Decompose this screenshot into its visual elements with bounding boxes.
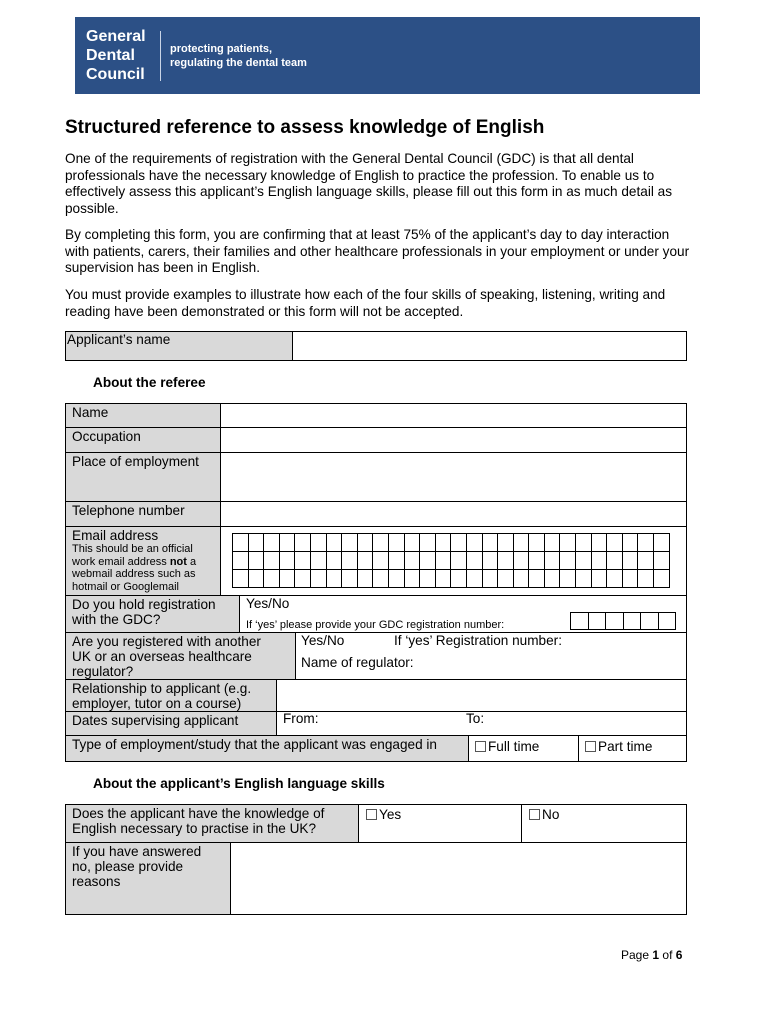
email-character-box[interactable] bbox=[575, 551, 592, 570]
gdc-yes-no[interactable]: Yes/No bbox=[246, 596, 290, 611]
referee-heading: About the referee bbox=[93, 375, 206, 390]
email-character-box[interactable] bbox=[591, 569, 608, 588]
gdc-number-box[interactable] bbox=[570, 612, 589, 630]
email-character-box[interactable] bbox=[232, 569, 249, 588]
yes-label: Yes bbox=[379, 807, 402, 822]
logo-divider bbox=[160, 31, 161, 81]
email-character-box[interactable] bbox=[528, 569, 545, 588]
gdc-label-line-2: with the GDC? bbox=[72, 612, 161, 627]
email-character-box[interactable] bbox=[450, 551, 467, 570]
email-character-box[interactable] bbox=[294, 551, 311, 570]
email-character-box[interactable] bbox=[435, 569, 452, 588]
email-character-box[interactable] bbox=[450, 533, 467, 552]
relationship-line-2: employer, tutor on a course) bbox=[72, 696, 242, 711]
email-character-box[interactable] bbox=[248, 569, 265, 588]
telephone-field[interactable] bbox=[220, 501, 687, 527]
applicant-name-field[interactable] bbox=[292, 331, 687, 361]
email-character-box[interactable] bbox=[248, 551, 265, 570]
page-number bbox=[621, 948, 682, 962]
email-character-box[interactable] bbox=[232, 533, 249, 552]
of-word: of bbox=[662, 948, 673, 962]
email-character-box[interactable] bbox=[419, 551, 436, 570]
relationship-label bbox=[65, 679, 277, 712]
email-character-box[interactable] bbox=[637, 533, 654, 552]
email-note-not: not bbox=[169, 555, 187, 568]
email-character-box[interactable] bbox=[497, 569, 514, 588]
gdc-number-box[interactable] bbox=[605, 612, 624, 630]
gdc-registration-label bbox=[65, 595, 240, 633]
relationship-field[interactable] bbox=[276, 679, 687, 712]
applicant-name-label: Applicant’s name bbox=[65, 331, 293, 361]
email-character-box[interactable] bbox=[606, 551, 623, 570]
email-character-box[interactable] bbox=[341, 533, 358, 552]
email-character-box[interactable] bbox=[326, 533, 343, 552]
reasons-line-2: no, please provide bbox=[72, 859, 184, 874]
other-reg-line-2: UK or an overseas healthcare bbox=[72, 649, 252, 664]
email-character-box[interactable] bbox=[232, 551, 249, 570]
employment-type-label: Type of employment/study that the applicant was engaged in bbox=[65, 735, 469, 762]
email-character-box[interactable] bbox=[419, 533, 436, 552]
email-character-box[interactable] bbox=[559, 569, 576, 588]
email-character-box[interactable] bbox=[388, 569, 405, 588]
page-word: Page bbox=[621, 948, 650, 962]
part-time-checkbox[interactable] bbox=[585, 741, 596, 752]
email-character-box[interactable] bbox=[513, 533, 530, 552]
other-reg-line-1: Are you registered with another bbox=[72, 634, 261, 649]
email-character-box[interactable] bbox=[575, 569, 592, 588]
email-character-box[interactable] bbox=[372, 569, 389, 588]
relationship-line-1: Relationship to applicant (e.g. bbox=[72, 681, 252, 696]
email-character-box[interactable] bbox=[372, 533, 389, 552]
email-character-box[interactable] bbox=[263, 551, 280, 570]
email-character-box[interactable] bbox=[326, 551, 343, 570]
to-label[interactable]: To: bbox=[466, 711, 485, 726]
logo-line-general: General bbox=[86, 28, 146, 45]
email-character-box[interactable] bbox=[637, 551, 654, 570]
email-character-box[interactable] bbox=[575, 533, 592, 552]
email-character-box[interactable] bbox=[482, 551, 499, 570]
email-character-box[interactable] bbox=[357, 533, 374, 552]
email-note-1: This should be an official bbox=[72, 543, 193, 555]
no-label: No bbox=[542, 807, 560, 822]
email-character-box[interactable] bbox=[466, 551, 483, 570]
email-character-box[interactable] bbox=[372, 551, 389, 570]
gdc-number-box[interactable] bbox=[588, 612, 607, 630]
gdc-number-box[interactable] bbox=[623, 612, 642, 630]
tagline bbox=[170, 42, 307, 70]
email-character-box[interactable] bbox=[591, 551, 608, 570]
email-character-box[interactable] bbox=[653, 533, 670, 552]
email-character-box[interactable] bbox=[388, 551, 405, 570]
email-character-box[interactable] bbox=[341, 569, 358, 588]
email-character-box[interactable] bbox=[513, 569, 530, 588]
gdc-logo bbox=[86, 27, 146, 84]
reasons-label bbox=[65, 842, 231, 915]
other-reg-number-label: If ‘yes’ Registration number: bbox=[394, 633, 562, 648]
gdc-number-note: If ‘yes’ please provide your GDC registration number: bbox=[246, 619, 505, 631]
email-note-2 bbox=[72, 556, 214, 569]
tagline-line-2: regulating the dental team bbox=[170, 57, 307, 69]
email-character-box[interactable] bbox=[622, 551, 639, 570]
email-character-box[interactable] bbox=[591, 533, 608, 552]
email-character-box[interactable] bbox=[497, 551, 514, 570]
email-character-box[interactable] bbox=[279, 569, 296, 588]
email-character-box[interactable] bbox=[450, 569, 467, 588]
part-time-option[interactable] bbox=[585, 739, 652, 754]
email-character-box[interactable] bbox=[248, 533, 265, 552]
email-label: Email address bbox=[72, 528, 159, 543]
email-character-box[interactable] bbox=[466, 533, 483, 552]
place-of-employment-field[interactable] bbox=[220, 452, 687, 502]
part-time-label: Part time bbox=[598, 739, 653, 754]
email-character-box[interactable] bbox=[544, 569, 561, 588]
page-title: Structured reference to assess knowledge of English bbox=[65, 117, 545, 138]
intro-paragraph-2: By completing this form, you are confirming that at least 75% of the applicant’s day to day interaction with patients, carers, their families and other healthcare professionals in your employment or under your supervision has been in English. bbox=[65, 227, 690, 276]
other-reg-line-3: regulator? bbox=[72, 664, 134, 679]
email-character-box[interactable] bbox=[357, 551, 374, 570]
full-time-option[interactable] bbox=[475, 739, 539, 754]
referee-name-field[interactable] bbox=[220, 403, 687, 428]
email-character-box[interactable] bbox=[622, 569, 639, 588]
question-line-2: English necessary to practise in the UK? bbox=[72, 821, 317, 836]
full-time-label: Full time bbox=[488, 739, 540, 754]
occupation-label: Occupation bbox=[65, 427, 221, 453]
email-character-box[interactable] bbox=[263, 533, 280, 552]
reasons-line-3: reasons bbox=[72, 874, 121, 889]
email-character-box[interactable] bbox=[466, 569, 483, 588]
email-character-box[interactable] bbox=[404, 551, 421, 570]
email-character-box[interactable] bbox=[497, 533, 514, 552]
gdc-label-line-1: Do you hold registration bbox=[72, 597, 216, 612]
yes-checkbox[interactable] bbox=[366, 809, 377, 820]
email-character-box[interactable] bbox=[357, 569, 374, 588]
email-character-box[interactable] bbox=[435, 533, 452, 552]
email-note-3: webmail address such as bbox=[72, 568, 196, 581]
email-note-4: hotmail or Googlemail bbox=[72, 580, 179, 593]
email-character-box[interactable] bbox=[294, 533, 311, 552]
email-character-box[interactable] bbox=[606, 533, 623, 552]
email-character-box[interactable] bbox=[310, 551, 327, 570]
gdc-number-box[interactable] bbox=[658, 612, 677, 630]
email-character-box[interactable] bbox=[606, 569, 623, 588]
no-option[interactable] bbox=[529, 807, 559, 822]
regulator-name-label: Name of regulator: bbox=[301, 655, 414, 670]
gdc-number-box[interactable] bbox=[640, 612, 659, 630]
email-character-box[interactable] bbox=[310, 533, 327, 552]
skills-heading: About the applicant’s English language skills bbox=[93, 776, 385, 791]
email-character-box[interactable] bbox=[544, 551, 561, 570]
email-character-box[interactable] bbox=[528, 551, 545, 570]
email-character-box[interactable] bbox=[653, 569, 670, 588]
logo-line-council: Council bbox=[86, 66, 145, 83]
email-character-box[interactable] bbox=[404, 569, 421, 588]
reasons-line-1: If you have answered bbox=[72, 844, 202, 859]
other-regulator-label bbox=[65, 632, 296, 680]
email-character-box[interactable] bbox=[310, 569, 327, 588]
email-character-box[interactable] bbox=[388, 533, 405, 552]
intro-paragraph-1: One of the requirements of registration with the General Dental Council (GDC) is that all dental professionals have the necessary knowledge of English to practice the profession. To enable us to effectively assess this applicant’s English language skills, please fill out this form in as much detail as possible. bbox=[65, 151, 672, 217]
email-character-box[interactable] bbox=[637, 569, 654, 588]
email-note-2a: work email address bbox=[72, 555, 170, 568]
email-character-box[interactable] bbox=[653, 551, 670, 570]
email-character-box[interactable] bbox=[263, 569, 280, 588]
tagline-line-1: protecting patients, bbox=[170, 43, 273, 55]
place-of-employment-label: Place of employment bbox=[65, 452, 221, 502]
referee-name-label: Name bbox=[65, 403, 221, 428]
other-reg-yes-no[interactable]: Yes/No bbox=[301, 633, 345, 648]
email-character-box[interactable] bbox=[622, 533, 639, 552]
gdc-number-grid[interactable] bbox=[571, 613, 676, 630]
email-character-box[interactable] bbox=[326, 569, 343, 588]
email-character-box[interactable] bbox=[419, 569, 436, 588]
page-total: 6 bbox=[675, 948, 683, 962]
email-note-2c: a bbox=[186, 555, 197, 568]
email-character-box[interactable] bbox=[279, 533, 296, 552]
from-label[interactable]: From: bbox=[283, 711, 319, 726]
email-character-grid[interactable] bbox=[233, 534, 670, 588]
email-character-box[interactable] bbox=[559, 533, 576, 552]
email-character-box[interactable] bbox=[279, 551, 296, 570]
header-banner bbox=[75, 17, 700, 94]
email-character-box[interactable] bbox=[559, 551, 576, 570]
email-character-box[interactable] bbox=[482, 569, 499, 588]
occupation-field[interactable] bbox=[220, 427, 687, 453]
knowledge-question bbox=[65, 804, 359, 843]
email-character-box[interactable] bbox=[544, 533, 561, 552]
logo-line-dental: Dental bbox=[86, 47, 135, 64]
email-character-box[interactable] bbox=[435, 551, 452, 570]
dates-supervising-label: Dates supervising applicant bbox=[65, 711, 277, 736]
reasons-field[interactable] bbox=[230, 842, 687, 915]
page-current: 1 bbox=[652, 948, 660, 962]
yes-option[interactable] bbox=[366, 807, 401, 822]
full-time-checkbox[interactable] bbox=[475, 741, 486, 752]
email-character-box[interactable] bbox=[404, 533, 421, 552]
email-character-box[interactable] bbox=[341, 551, 358, 570]
intro-paragraph-3: You must provide examples to illustrate how each of the four skills of speaking, listening, writing and reading have been demonstrated or this form will not be accepted. bbox=[65, 287, 666, 319]
email-character-box[interactable] bbox=[294, 569, 311, 588]
telephone-label: Telephone number bbox=[65, 501, 221, 527]
email-character-box[interactable] bbox=[528, 533, 545, 552]
email-character-box[interactable] bbox=[482, 533, 499, 552]
no-checkbox[interactable] bbox=[529, 809, 540, 820]
email-character-box[interactable] bbox=[513, 551, 530, 570]
email-label-cell bbox=[65, 526, 221, 596]
question-line-1: Does the applicant have the knowledge of bbox=[72, 806, 325, 821]
